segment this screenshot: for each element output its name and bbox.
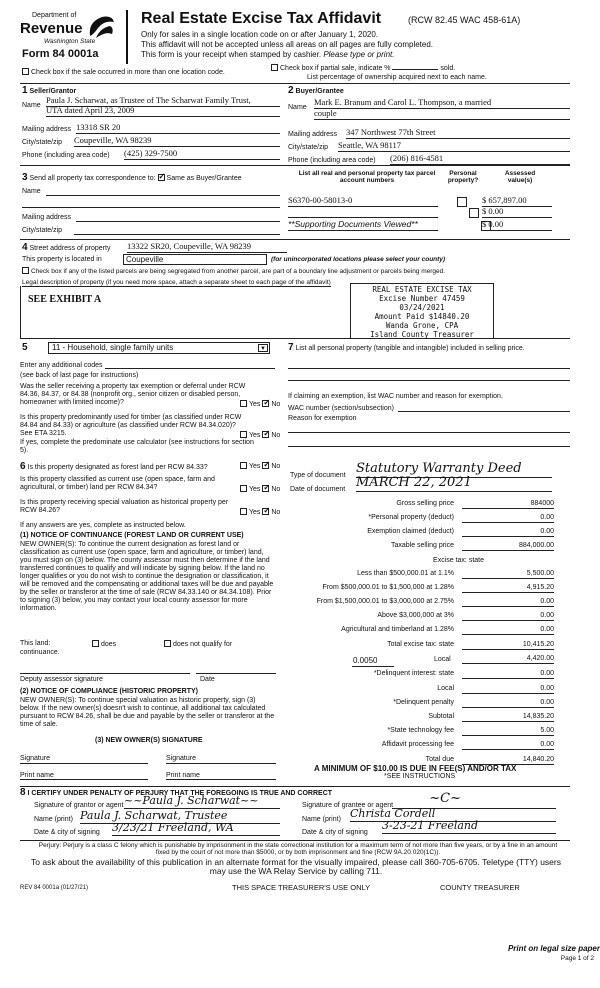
see-back-note: (see back of last page for instructions) [20, 372, 139, 379]
section3-name-label: Name [22, 188, 41, 195]
tax-row-label: Subtotal [428, 713, 454, 720]
grantee-signature-label: Signature of grantee or agent [302, 802, 394, 809]
seller-city-field[interactable]: Coupeville, WA 98239 [74, 136, 280, 147]
forest-yes-no[interactable]: Yes ✓ No [240, 462, 280, 471]
treasurer-stamp [350, 283, 494, 339]
tax-row-label: Above $3,000,000 at 3% [377, 612, 454, 619]
segregated-checkbox[interactable]: Check box if any of the listed parcels are being segregated from another parcel, are part of a boundary line adjustment or parcels being merged. [22, 267, 445, 275]
tax-row-value[interactable]: 0.00 [462, 612, 554, 621]
tax-row-label: *Delinquent interest: state [373, 670, 454, 677]
buyer-phone-label: Phone (including area code) [288, 157, 376, 164]
seller-phone-field[interactable]: (425) 329-7500 [124, 149, 280, 160]
certify-statement: 8 I CERTIFY UNDER PENALTY OF PERJURY THAT THE FOREGOING IS TRUE AND CORRECT [20, 787, 333, 798]
chevron-down-icon: ▼ [258, 344, 268, 352]
tax-row-label: Total due [425, 756, 454, 763]
location-select[interactable]: Coupeville [123, 254, 267, 265]
signature-label-2: Signature [166, 755, 196, 762]
tax-row [286, 699, 554, 710]
tax-row-label: Affidavit processing fee [381, 741, 454, 748]
seller-name-field[interactable]: Paula J. Scharwat, as Trustee of The Scharwat Family Trust, [46, 96, 280, 107]
new-owner-signature-title: (3) NEW OWNER(S) SIGNATURE [95, 737, 203, 744]
legal-description-field[interactable]: SEE EXHIBIT A [28, 294, 102, 305]
grantor-date-label: Date & city of signing [34, 829, 100, 836]
doc-type-label: Type of document [290, 472, 346, 479]
grantee-signature-field[interactable]: ~C~ [392, 792, 556, 809]
personal-property-header: Personal property? [447, 170, 479, 185]
street-address-label: 4 Street address of property [22, 242, 111, 253]
historic-yes-no[interactable]: Yes ✓ No [240, 508, 280, 517]
grantor-signature-label: Signature of grantor or agent [34, 802, 124, 809]
print-name-label-2: Print name [166, 772, 200, 779]
reason-label: Reason for exemption [288, 415, 357, 422]
section3-name-field-2[interactable] [22, 207, 280, 208]
seller-heading: 1 Seller/Grantor [22, 85, 77, 96]
additional-codes-field[interactable] [105, 368, 275, 369]
buyer-phone-field[interactable]: (206) 816-4581 [390, 154, 570, 165]
exemption-question: Was the seller receiving a property tax exemption or deferral under RCW 84.36, 84.37, or 84.38 (nonprofit org., senior citizen or disabled person, homeowner with limited income)? [20, 383, 246, 407]
partial-sale-checkbox[interactable]: Check box if partial sale, indicate % sold. [271, 64, 455, 73]
checkbox-icon [22, 267, 29, 274]
personal-property-field-1[interactable] [288, 368, 570, 369]
personal-property-checkbox[interactable] [457, 197, 467, 207]
tax-row-value[interactable]: 14,835.20 [462, 713, 554, 722]
same-as-buyer-checkbox[interactable] [158, 174, 165, 181]
availability-notice: To ask about the availability of this publication in an alternate format for the visually impaired, please call 360-705-6705. Teletype (TTY) users may use the WA Relay Service by calling 711. [31, 857, 561, 877]
buyer-name-label: Name [288, 104, 307, 111]
current-use-question: Is this property classified as current use (open space, farm and agricultural, or timber) land per RCW 84.34? [20, 476, 215, 492]
print-name-label-1: Print name [20, 772, 54, 779]
deputy-signature-field[interactable] [20, 673, 190, 674]
timber-note: If yes, complete the predominate use calculator (see instructions for section 5). [20, 439, 254, 455]
parcels-header: List all real and personal property tax parcel account numbers [298, 170, 436, 185]
tax-row-value[interactable]: 0.00 [462, 670, 554, 679]
tax-row [286, 598, 554, 609]
located-label: This property is located in [22, 256, 102, 263]
legal-size-note: Print on legal size paper [507, 944, 600, 953]
grantee-date-label: Date & city of signing [302, 829, 368, 836]
see-instructions: *SEE INSTRUCTIONS [384, 773, 456, 780]
street-address-field[interactable]: 13322 SR20, Coupeville, WA 98239 [127, 242, 287, 253]
section3-name-field[interactable] [46, 195, 280, 196]
minimum-fee-note: A MINIMUM OF $10.00 IS DUE IN FEE(S) AND/OR TAX [314, 764, 517, 773]
section3-mailing-field[interactable] [76, 221, 280, 222]
signature-label-1: Signature [20, 755, 50, 762]
personal-property-checkbox[interactable] [469, 208, 479, 218]
reason-field-2[interactable] [288, 446, 570, 447]
section3-city-label: City/state/zip [22, 227, 63, 234]
tax-row-value[interactable]: 884,000.00 [462, 542, 554, 551]
tax-row-value[interactable]: 0.00 [462, 626, 554, 635]
form-revision: REV 84 0001a (01/27/21) [20, 885, 89, 891]
tax-row-value[interactable]: 0.00 [462, 741, 554, 750]
form-rcw: (RCW 82.45 WAC 458-61A) [408, 15, 521, 25]
seller-city-label: City/state/zip [22, 139, 63, 146]
agency-name: Revenue [20, 20, 83, 37]
assessed-value-header: Assessed value(s) [504, 170, 536, 185]
notice-continuance-title: (1) NOTICE OF CONTINUANCE (FOREST LAND OR CURRENT USE) [20, 532, 244, 539]
does-checkbox[interactable]: does [92, 640, 116, 649]
ownership-note: List percentage of ownership acquired next to each name. [307, 74, 487, 81]
tax-row-value[interactable]: 884000 [462, 500, 554, 509]
does-not-checkbox[interactable]: does not qualify for [164, 640, 232, 649]
grantor-name-label: Name (print) [34, 816, 73, 823]
exemption-instruction: If claiming an exemption, list WAC number and reason for exemption. [288, 393, 503, 400]
buyer-city-field[interactable]: Seattle, WA 98117 [338, 141, 570, 152]
buyer-mailing-label: Mailing address [288, 131, 338, 138]
wac-field[interactable] [398, 411, 570, 412]
tax-row [286, 500, 554, 511]
tax-row-value[interactable]: 5.00 [462, 727, 554, 736]
header-line-2: This affidavit will not be accepted unless all areas on all pages are fully completed. [141, 40, 434, 49]
grantee-name-label: Name (print) [302, 816, 341, 823]
tax-row [286, 584, 554, 595]
legal-description-label: Legal description of property (if you need more space, attach a separate sheet to each page of the affidavit) [22, 279, 331, 286]
stamp-paid: Amount Paid $14840.20 [374, 312, 470, 321]
tax-row [286, 626, 554, 637]
county-treasurer-label: COUNTY TREASURER [440, 883, 520, 892]
tax-row [286, 670, 554, 681]
tax-row [286, 713, 554, 724]
section5-number: 5 [22, 342, 28, 353]
tax-row [286, 557, 554, 568]
notice-compliance-title: (2) NOTICE OF COMPLIANCE (HISTORIC PROPERTY) [20, 688, 198, 695]
tax-row-value[interactable]: 0.00 [462, 514, 554, 523]
grantor-date-field[interactable]: 3/23/21 Freeland, WA [112, 822, 280, 836]
tax-row-label: Total excise tax: state [387, 641, 454, 648]
personal-property-field-2[interactable] [288, 380, 570, 381]
form-title: Real Estate Excise Tax Affidavit [141, 10, 382, 27]
notice-compliance-text: NEW OWNER(S): To continue special valuation as historic property, sign (3) below. If the new owner(s) doesn't wish to continue, all additional tax calculated pursuant to RCW 84.26, shall be due and payable by the seller or transferor at the time of sale. [20, 697, 275, 729]
reason-field-1[interactable] [288, 432, 570, 433]
multi-location-checkbox[interactable]: Check box if the sale occurred in more than one location code. [22, 68, 225, 77]
this-land-label: This land: [20, 640, 51, 647]
tax-row [286, 528, 554, 539]
timber-question: Is this property predominantly used for timber (as classified under RCW 84.84 and 84.33) or agriculture (as classified under RCW 84.34.020)? See ETA 3215. [20, 414, 242, 438]
current-use-yes-no[interactable]: Yes ✓ No [240, 485, 280, 494]
tax-row-value[interactable]: 0.00 [462, 699, 554, 708]
tax-row-label: Agricultural and timberland at 1.28% [341, 626, 454, 633]
parcel-number-field[interactable] [288, 207, 438, 218]
tax-row [286, 542, 554, 553]
tax-row-value[interactable]: 0.00 [462, 685, 554, 694]
header-line-3: This form is your receipt when stamped by cashier. Please type or print. [141, 50, 395, 59]
tax-row-value[interactable]: 0.00 [462, 598, 554, 607]
stamp-number: Excise Number 47459 [379, 294, 465, 303]
any-yes-note: If any answers are yes, complete as instructed below. [20, 522, 186, 529]
tax-row-value[interactable]: 0.00 [462, 528, 554, 537]
exemption-yes-no[interactable]: Yes ✓ No [240, 400, 280, 409]
tax-row-label: Local [437, 685, 454, 692]
stamp-date: 03/24/2021 [399, 303, 445, 312]
tax-row-label: *Delinquent penalty [393, 699, 454, 706]
notice-continuance-text: NEW OWNER(S): To continue the current designation as forest land or classification as current use (open space, farm and agriculture, or timber) land, you must sign on (3) below. The county assessor must then determine if the land transferred continues to qualify and will indicate by signing below. If the land no longer qualifies or you do not wish to continue the designation or classification, it will be removed and the compensating or additional taxes will be due and payable by the seller or transferor at the time of sale (RCW 84.33.140 or 84.34.108). Prior to signing (3) below, you may contact your local county assessor for more information. [20, 541, 274, 613]
form-number: Form 84 0001a [22, 48, 99, 60]
seller-name-label: Name [22, 102, 41, 109]
tax-row-label: Excise tax: state [433, 557, 484, 564]
assessed-value-field[interactable]: $ 0.00 [482, 220, 552, 231]
section3-city-field[interactable] [74, 234, 280, 235]
page-indicator: Page 1 of 2 [560, 955, 594, 962]
dept-label: Department of [32, 12, 77, 19]
additional-codes-label: Enter any additional codes [20, 362, 103, 369]
tax-row [286, 514, 554, 525]
tax-row [286, 685, 554, 696]
doc-date-field[interactable]: MARCH 22, 2021 [356, 476, 552, 492]
tax-row-value[interactable]: 14,840.20 [462, 756, 554, 765]
doc-type-field[interactable]: Statutory Warranty Deed [356, 462, 552, 478]
timber-yes-no[interactable]: Yes ✓ No [240, 431, 280, 440]
state-label: Washington State [44, 38, 96, 45]
wac-label: WAC number (section/subsection) [288, 405, 394, 412]
tax-row-value[interactable]: 10,415.20 [462, 641, 554, 650]
stamp-name: Wanda Grone, CPA [385, 321, 459, 330]
assessed-value-field[interactable]: $ 0.00 [482, 207, 552, 218]
buyer-mailing-field[interactable]: 347 Northwest 77th Street [346, 128, 570, 139]
local-rate: 0.0050 [353, 656, 378, 665]
perjury-notice: Perjury: Perjury is a class C felony which is punishable by imprisonment in the state correctional institution for a maximum term of not more than five years, or by a fine in an amount fixed by the court of not more than $5000, or by both imprisonment and fine (RCW 9A.20.020(1C)). [38, 842, 558, 857]
seller-name-field-2[interactable]: UTA dated April 23, 2009 [46, 106, 280, 117]
tax-row-label: From $1,500,000.01 to $3,000,000 at 2.75% [316, 598, 454, 605]
tax-row [286, 570, 554, 581]
deputy-date-field[interactable] [196, 673, 276, 674]
header-line-1: Only for sales in a single location code on or after January 1, 2020. [141, 30, 379, 39]
revenue-logo-icon [86, 14, 116, 40]
buyer-heading: 2 Buyer/Grantee [288, 85, 344, 96]
tax-row-label: Gross selling price [396, 500, 454, 507]
buyer-name-field-2[interactable]: couple [314, 109, 570, 120]
deputy-date-label: Date [200, 676, 215, 683]
tax-row [286, 641, 554, 652]
local-value[interactable]: 4,420.00 [462, 655, 554, 664]
section3-mailing-label: Mailing address [22, 214, 72, 221]
continuance-label: continuance. [20, 649, 60, 656]
grantor-signature-field[interactable]: ~~Paula J. Scharwat~~ [124, 795, 280, 809]
agency-logo [20, 12, 120, 64]
stamp-office: Island County Treasurer [370, 330, 474, 339]
seller-mailing-field[interactable]: 13318 SR 20 [76, 123, 280, 134]
assessed-value-field[interactable]: $ 657,897.00 [482, 196, 552, 207]
grantee-name-field[interactable]: Christa Cordell [350, 808, 556, 822]
local-label: Local [434, 656, 451, 663]
grantee-date-field[interactable]: 3-23-21 Freeland [382, 820, 556, 834]
tax-row [286, 741, 554, 752]
stamp-title: REAL ESTATE EXCISE TAX [372, 285, 472, 294]
checkbox-icon [22, 68, 29, 75]
tax-row-label: Exemption claimed (deduct) [367, 528, 454, 535]
unincorporated-note: (for unincorporated locations please select your county) [271, 256, 446, 263]
tax-row-value[interactable]: 5,500.00 [462, 570, 554, 579]
correspondence-label: 3 Send all property tax correspondence to: ✓ Same as Buyer/Grantee [22, 172, 242, 184]
buyer-city-label: City/state/zip [288, 144, 329, 151]
deputy-signature-label: Deputy assessor signature [20, 676, 103, 683]
seller-phone-label: Phone (including area code) [22, 152, 110, 159]
tax-row-value[interactable]: 4,915.20 [462, 584, 554, 593]
treasurer-use-label: THIS SPACE TREASURER'S USE ONLY [232, 883, 371, 892]
tax-row-label: From $500,000.01 to $1,500,000 at 1.28% [322, 584, 454, 591]
use-code-select[interactable]: 11 - Household, single family units ▼ [48, 342, 270, 354]
parcel-number-field[interactable]: **Supporting Documents Viewed** [288, 220, 438, 231]
tax-row [286, 727, 554, 738]
forest-question: 6 Is this property designated as forest land per RCW 84.33? [20, 461, 208, 472]
tax-row-label: *State technology fee [387, 727, 454, 734]
historic-question: Is this property receiving special valuation as historical property per RCW 84.26? [20, 499, 229, 515]
local-rate-underline [352, 666, 394, 667]
seller-mailing-label: Mailing address [22, 126, 72, 133]
checkbox-icon [271, 64, 278, 71]
parcel-number-field[interactable]: S6370-00-58013-0 [288, 196, 438, 207]
tax-row-label: *Personal property (deduct) [368, 514, 454, 521]
buyer-name-field[interactable]: Mark E. Branum and Carol L. Thompson, a married [314, 98, 570, 109]
tax-row-label: Taxable selling price [390, 542, 454, 549]
doc-date-label: Date of document [290, 486, 346, 493]
tax-row [286, 612, 554, 623]
tax-row-label: Less than $500,000.01 at 1.1% [357, 570, 454, 577]
personal-property-label: 7 List all personal property (tangible and intangible) included in selling price. [288, 342, 525, 353]
grantor-name-field[interactable]: Paula J. Scharwat, Trustee [80, 810, 280, 824]
header-divider [126, 10, 128, 64]
